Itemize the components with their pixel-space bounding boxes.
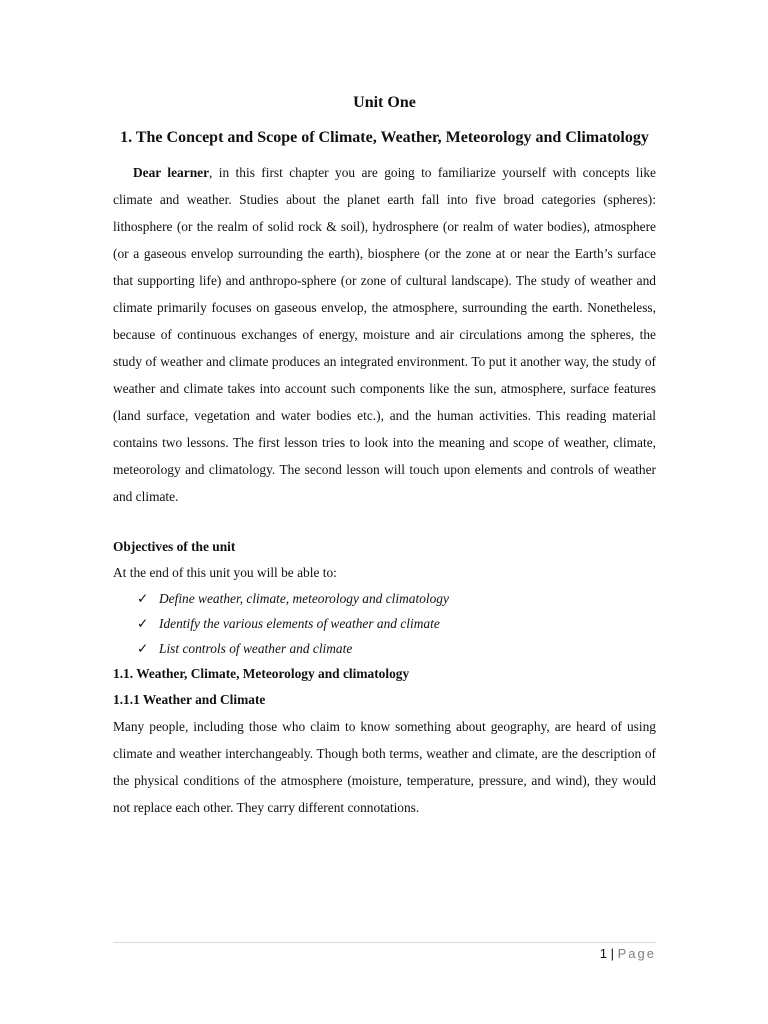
document-page xyxy=(113,90,656,821)
checkmark-icon: ✓ xyxy=(137,591,149,606)
footer-separator: | xyxy=(607,946,618,961)
objective-text: Identify the various elements of weather and climate xyxy=(159,616,440,631)
intro-lead: Dear learner xyxy=(133,165,210,180)
checkmark-icon: ✓ xyxy=(137,616,149,631)
section-1-1-1-heading: 1.1.1 Weather and Climate xyxy=(113,692,266,707)
list-item xyxy=(137,636,656,661)
intro-paragraph xyxy=(113,159,656,510)
list-item xyxy=(137,611,656,636)
list-item xyxy=(137,586,656,611)
objectives-list xyxy=(113,586,656,661)
footer-divider xyxy=(113,942,656,943)
objective-text: Define weather, climate, meteorology and climatology xyxy=(159,591,449,606)
section-1-1-heading: 1.1. Weather, Climate, Meteorology and climatology xyxy=(113,666,410,681)
intro-text: , in this first chapter you are going to familiarize yourself with concepts like climate and weather. Studies about the planet earth fall into five broad categories (spheres): lithosphere (or the realm of solid rock & soil), hydrosphere (or realm of water bodies), atmosphere (or a gaseous envelop surrounding the earth), biosphere (or the zone at or near the Earth’s surface that supporting life) and anthropo-sphere (or zone of cultural landscape). The study of weather and climate primarily focuses on gaseous envelop, the atmosphere, surrounding the earth. Nonetheless, because of continuous exchanges of energy, moisture and air circulations among the spheres, the study of weather and climate produces an integrated environment. To put it another way, the study of weather and climate takes into account such components like the sun, atmosphere, surface features (land surface, vegetation and water bodies etc.), and the human activities. This reading material contains two lessons. The first lesson tries to look into the meaning and scope of weather, climate, meteorology and climatology. The second lesson will touch upon elements and controls of weather and climate. xyxy=(113,165,656,504)
page-number: 1 xyxy=(599,946,608,961)
objective-text: List controls of weather and climate xyxy=(159,641,353,656)
checkmark-icon: ✓ xyxy=(137,641,149,656)
objectives-heading: Objectives of the unit xyxy=(113,539,236,554)
page-label: Page xyxy=(617,946,656,961)
unit-title: Unit One xyxy=(353,94,416,111)
objectives-lead: At the end of this unit you will be able to: xyxy=(113,565,337,580)
chapter-title: 1. The Concept and Scope of Climate, Weather, Meteorology and Climatology xyxy=(120,129,649,146)
page-footer xyxy=(113,944,656,964)
weather-climate-paragraph: Many people, including those who claim to know something about geography, are heard of using climate and weather interchangeably. Though both terms, weather and climate, are the description of the physical conditions of the atmosphere (moisture, temperature, pressure, and wind), they would not replace each other. They carry different connotations. xyxy=(113,719,656,815)
